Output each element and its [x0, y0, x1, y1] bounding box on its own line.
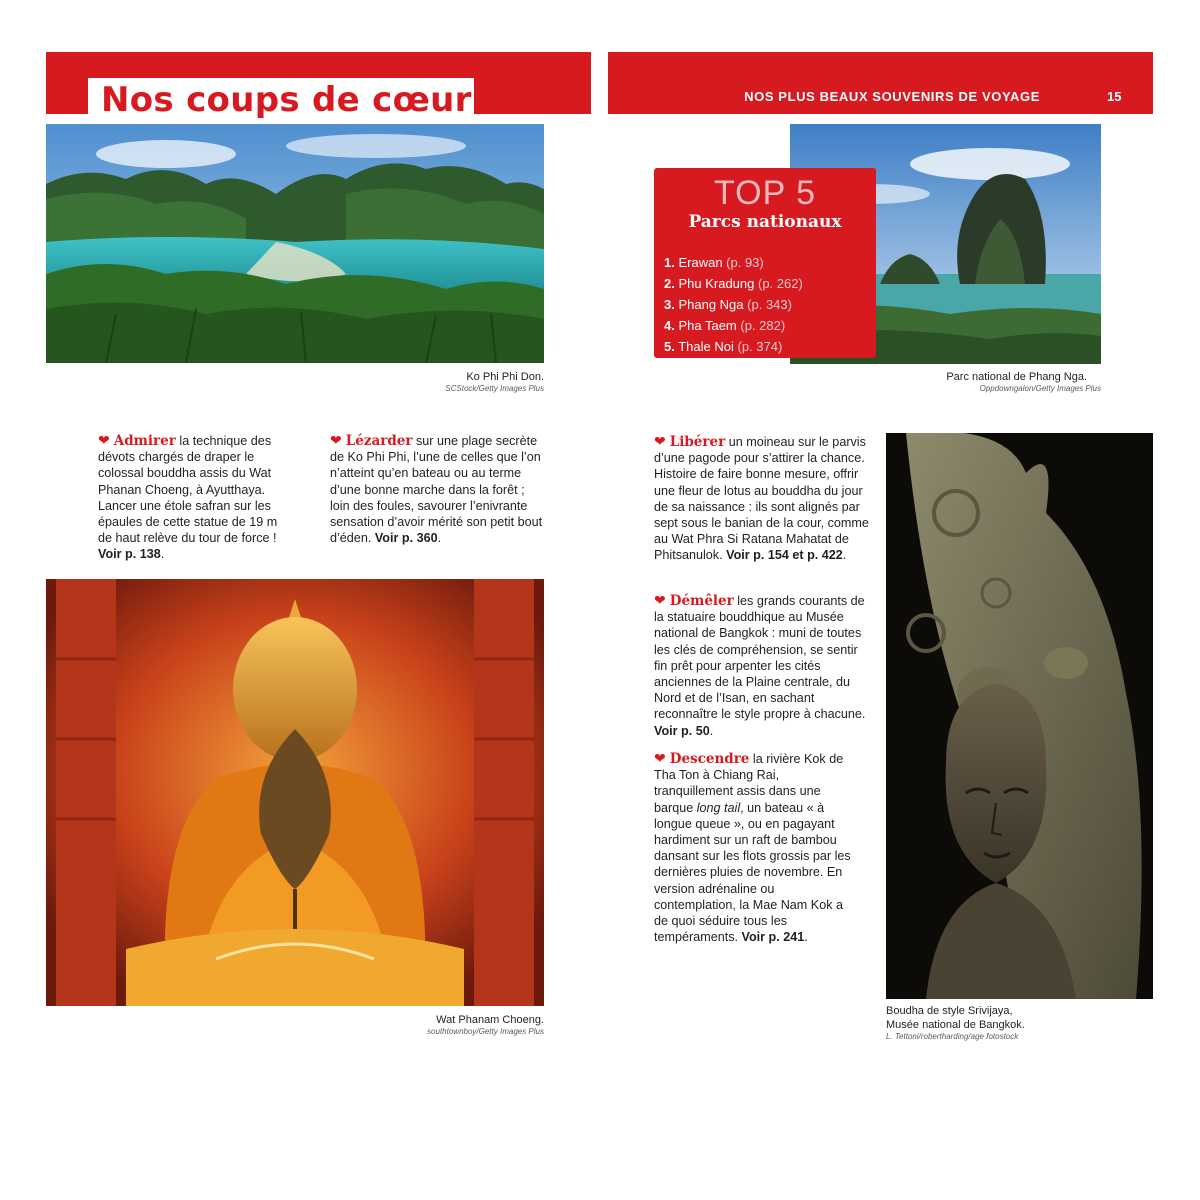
credit-srivijaya: L. Tettoni/robertharding/age fotostock [886, 1032, 1019, 1041]
entry-end: . [160, 547, 165, 562]
caption-ko-phi-phi: Ko Phi Phi Don. [466, 371, 544, 383]
heart-icon: ❤ [654, 750, 666, 766]
entry-page-ref: Voir p. 360 [374, 531, 438, 546]
entry-text: un moineau sur le parvis d’une pagode pour s’attirer la chance. Histoire de faire bonne mesure, offrir une fleur de lotus au bouddha du jour de sa naissance : ils sont alignés par sept sous le banian de la cour, comme au Wat Phra Si Ratana Mahatat de Phitsanulok. [654, 435, 869, 563]
top5-item [664, 315, 803, 336]
item-number: 2. [664, 276, 675, 291]
photo-srivijaya-buddha [886, 433, 1153, 999]
item-name: Pha Taem [678, 318, 737, 333]
item-name: Thale Noi [678, 339, 734, 354]
heart-icon: ❤ [98, 432, 110, 448]
page-title: Nos coups de cœur [101, 80, 472, 120]
entry-text: la technique des dévots chargés de draper le colossal bouddha assis du Wat Phanan Choeng, à Ayutthaya. Lancer une étole safran sur les épaules de cette statue de 19 m de haut relève du tour de force ! [98, 434, 278, 546]
caption-srivijaya-line1: Boudha de style Srivijaya, [886, 1005, 1013, 1017]
entry-page-ref: Voir p. 138 [98, 547, 161, 562]
top5-item [664, 273, 803, 294]
top5-item [664, 252, 803, 273]
item-number: 1. [664, 255, 675, 270]
photo-ko-phi-phi [46, 124, 544, 363]
item-number: 4. [664, 318, 675, 333]
caption-phang-nga: Parc national de Phang Nga. [946, 371, 1087, 383]
credit-phang-nga: Oppdowngalon/Getty Images Plus [979, 384, 1101, 393]
item-number: 3. [664, 297, 675, 312]
entry-admirer [98, 432, 280, 563]
heart-icon: ❤ [654, 592, 666, 608]
heart-icon: ❤ [330, 432, 342, 448]
item-page: (p. 262) [758, 276, 803, 291]
entry-end: . [842, 548, 847, 563]
entry-demeler [654, 592, 870, 739]
entry-keyword: Descendre [669, 751, 750, 767]
top5-list [664, 252, 803, 357]
top5-box [654, 168, 876, 358]
entry-end: . [709, 723, 714, 738]
item-page: (p. 343) [747, 297, 792, 312]
entry-keyword: Libérer [669, 434, 726, 450]
credit-wat-phanam-choeng: southtownboy/Getty Images Plus [427, 1027, 544, 1036]
entry-text-after: , un bateau « à longue queue », ou en pagayant hardiment sur un raft de bambou dansant sur les flots grossis par les dernières pluies de novembre. En version adrénaline ou contemplation, la Mae Nam Kok a de quoi séduire tous les tempéraments. [654, 800, 851, 945]
entry-end: . [437, 531, 442, 546]
top5-item [664, 294, 803, 315]
item-page: (p. 374) [737, 339, 783, 354]
top5-subheading: Parcs nationaux [688, 212, 842, 232]
heart-icon: ❤ [654, 433, 666, 449]
entry-text: les grands courants de la statuaire bouddhique au Musée national de Bangkok : muni de toutes les clés de compréhension, se sentir fin prêt pour arpenter les cités anciennes de la Plaine centrale, du Nord et de l’Isan, en sachant reconnaître le style propre à chacune. [654, 594, 866, 722]
credit-ko-phi-phi: SCStock/Getty Images Plus [445, 384, 544, 393]
item-name: Erawan [678, 255, 723, 270]
entry-text: sur une plage secrète de Ko Phi Phi, l’une de celles que l’on n’atteint qu’en bateau ou au terme d’une bonne marche dans la forêt ; loin des foules, savourer l’enivrante sensation d’avoir mérité son petit bout d’éden. [330, 434, 543, 546]
entry-page-ref: Voir p. 241 [741, 930, 805, 945]
entry-lezarder [330, 432, 544, 546]
entry-descendre [654, 750, 854, 945]
item-name: Phang Nga [678, 297, 744, 312]
entry-text: la rivière Kok de Tha Ton à Chiang Rai, tranquillement assis dans une barque [654, 752, 844, 815]
item-name: Phu Kradung [678, 276, 755, 291]
entry-end: . [804, 930, 808, 945]
entry-italic: long tail [696, 800, 741, 815]
entry-keyword: Lézarder [345, 433, 413, 449]
photo-wat-phanam-choeng [46, 579, 544, 1006]
running-head: NOS PLUS BEAUX SOUVENIRS DE VOYAGE [744, 89, 1040, 104]
item-page: (p. 282) [740, 318, 786, 333]
caption-srivijaya-line2: Musée national de Bangkok. [886, 1019, 1025, 1031]
top5-item [664, 336, 803, 357]
ko-phi-phi-illustration [46, 124, 544, 363]
srivijaya-statue-illustration [886, 433, 1153, 999]
entry-page-ref: Voir p. 50 [654, 723, 710, 738]
entry-liberer [654, 433, 870, 564]
entry-keyword: Démêler [669, 593, 734, 609]
buddha-illustration [46, 579, 544, 1006]
entry-keyword: Admirer [113, 433, 176, 449]
entry-page-ref: Voir p. 154 et p. 422 [726, 548, 843, 563]
top5-heading: TOP 5 [713, 174, 817, 212]
page-number: 15 [1107, 89, 1122, 104]
item-page: (p. 93) [726, 255, 764, 270]
right-header-banner [608, 52, 1153, 114]
caption-wat-phanam-choeng: Wat Phanam Choeng. [436, 1014, 544, 1026]
item-number: 5. [664, 339, 675, 354]
